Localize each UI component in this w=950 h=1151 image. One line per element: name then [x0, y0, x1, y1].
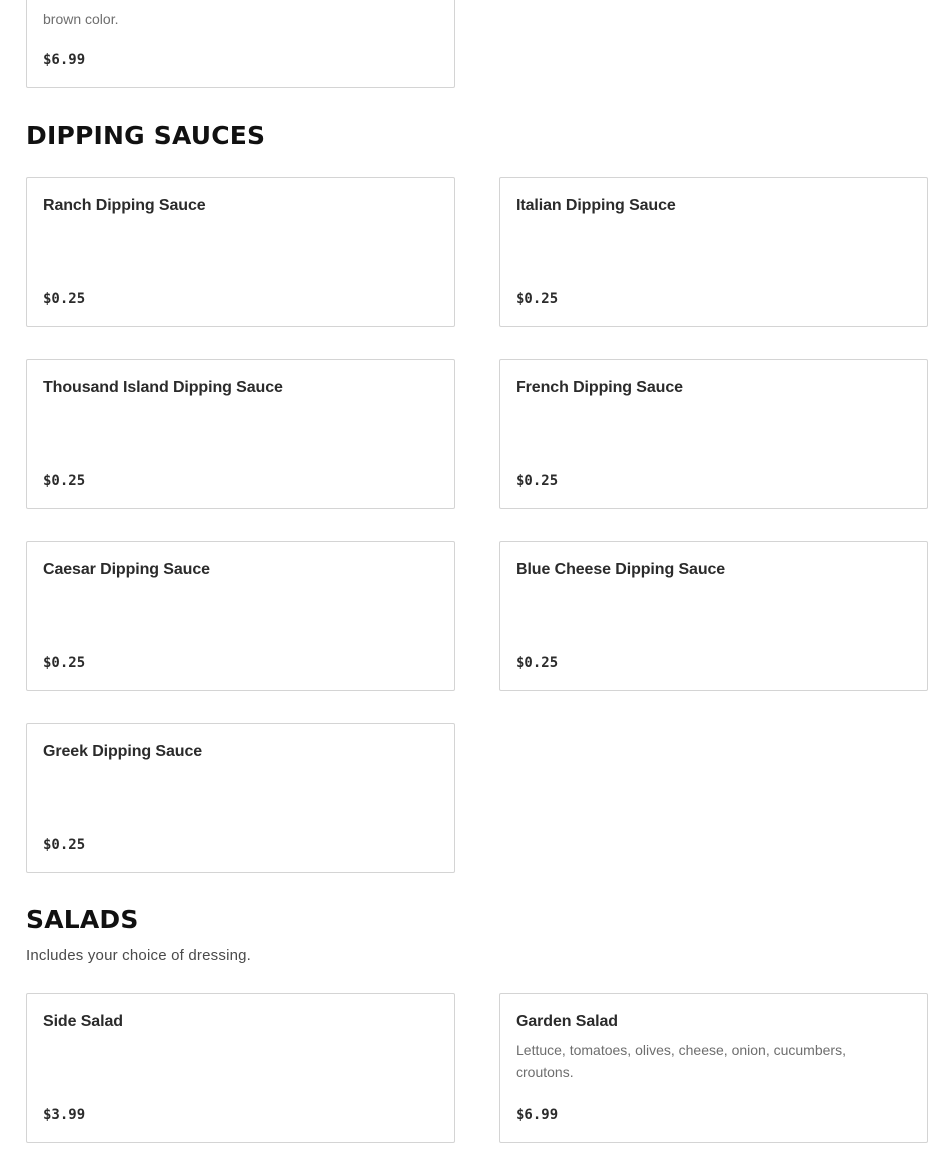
- item-price: $6.99: [43, 52, 86, 68]
- item-description: brown color.: [43, 11, 119, 27]
- item-name: Caesar Dipping Sauce: [43, 561, 210, 578]
- item-name: Thousand Island Dipping Sauce: [43, 379, 283, 396]
- menu-item-card[interactable]: [499, 993, 928, 1143]
- item-price: $0.25: [516, 655, 559, 671]
- menu-item-card[interactable]: [26, 177, 455, 327]
- item-name: French Dipping Sauce: [516, 379, 683, 396]
- item-name: Ranch Dipping Sauce: [43, 197, 206, 214]
- item-price: $0.25: [43, 655, 86, 671]
- menu-item-card[interactable]: [26, 993, 455, 1143]
- item-price: $3.99: [43, 1107, 86, 1123]
- item-name: Side Salad: [43, 1013, 123, 1030]
- item-description: Lettuce, tomatoes, olives, cheese, onion, cucumbers, croutons.: [516, 1042, 846, 1080]
- menu-item-card[interactable]: [499, 359, 928, 509]
- menu-item-card[interactable]: [26, 0, 455, 88]
- item-name: Garden Salad: [516, 1013, 618, 1030]
- menu-item-card[interactable]: [499, 541, 928, 691]
- item-name: Greek Dipping Sauce: [43, 743, 203, 760]
- item-name: Blue Cheese Dipping Sauce: [516, 561, 726, 578]
- menu-item-card[interactable]: [499, 177, 928, 327]
- section-title-salads: SALADS: [26, 905, 139, 934]
- item-price: $0.25: [43, 837, 86, 853]
- section-description: Includes your choice of dressing.: [26, 947, 252, 964]
- item-name: Italian Dipping Sauce: [516, 197, 676, 214]
- item-price: $0.25: [43, 291, 86, 307]
- section-title-dipping-sauces: DIPPING SAUCES: [26, 121, 266, 150]
- menu-item-card[interactable]: [26, 541, 455, 691]
- item-price: $0.25: [43, 473, 86, 489]
- item-price: $0.25: [516, 473, 559, 489]
- menu-item-card[interactable]: [26, 359, 455, 509]
- item-price: $0.25: [516, 291, 559, 307]
- item-price: $6.99: [516, 1107, 559, 1123]
- menu-item-card[interactable]: [26, 723, 455, 873]
